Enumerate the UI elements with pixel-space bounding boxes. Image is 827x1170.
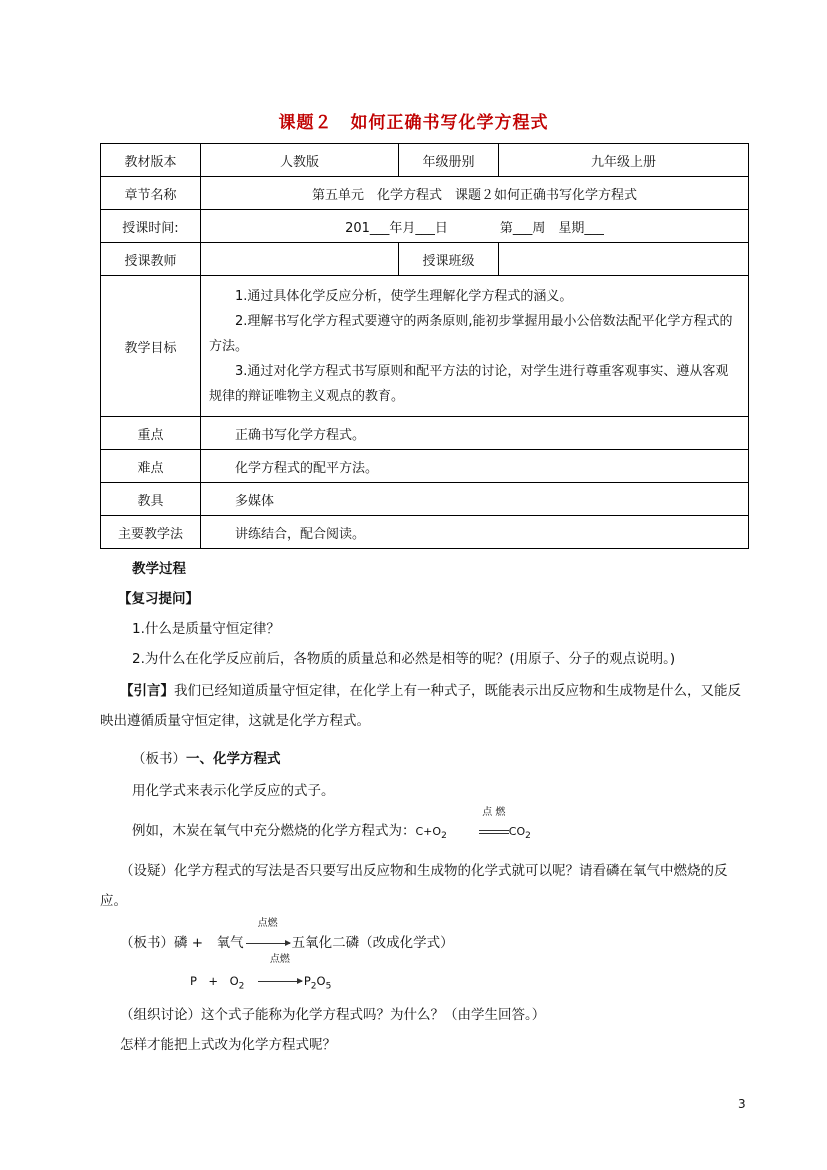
class-value <box>499 243 749 276</box>
time-label: 授课时间: <box>101 210 201 243</box>
review-heading: 【复习提问】 <box>118 591 199 607</box>
question-1: 1.什么是质量守恒定律？ <box>132 621 280 637</box>
version-value: 人教版 <box>201 144 399 177</box>
intro-paragraph <box>100 676 748 736</box>
table-row <box>101 210 749 243</box>
board-2-prefix: （板书）磷 + 氧气 <box>120 935 244 951</box>
intro-label: 【引言】 <box>120 683 174 699</box>
example-text: 例如，木炭在氧气中充分燃烧的化学方程式为： <box>132 823 416 839</box>
chapter-label: 章节名称 <box>101 177 201 210</box>
goal-item: 3.通过对化学方程式书写原则和配平方法的讨论，对学生进行尊重客观事实、遵从客观规律的辩证唯物主义观点的教育。 <box>209 363 729 404</box>
table-row <box>101 417 749 450</box>
teacher-label: 授课教师 <box>101 243 201 276</box>
board-1-title: 一、化学方程式 <box>186 751 281 767</box>
table-row <box>101 483 749 516</box>
board-2 <box>100 918 748 966</box>
method-value: 讲练结合，配合阅读。 <box>201 516 749 549</box>
burn-condition: 点 燃 <box>482 807 506 818</box>
table-row <box>101 276 749 417</box>
goals-cell <box>201 276 749 417</box>
definition: 用化学式来表示化学反应的式子。 <box>132 783 335 799</box>
board-1 <box>100 744 748 778</box>
board-2-suffix: 五氧化二磷（改成化学式） <box>291 935 454 951</box>
table-row <box>101 177 749 210</box>
chapter-value: 第五单元 化学方程式 课题２如何正确书写化学方程式 <box>201 177 749 210</box>
tools-label: 教具 <box>101 483 201 516</box>
page-number: 3 <box>738 1097 746 1111</box>
discussion: （组织讨论）这个式子能称为化学方程式吗？为什么？（由学生回答。） <box>120 1007 546 1023</box>
table-row <box>101 243 749 276</box>
how-question: 怎样才能把上式改为化学方程式呢？ <box>120 1037 336 1053</box>
difficulty-value: 化学方程式的配平方法。 <box>201 450 749 483</box>
process-section <box>100 556 748 1060</box>
formula-line: P + $O_2$ 点燃 $P_2O_5$ <box>100 966 748 1000</box>
goals-label: 教学目标 <box>101 276 201 417</box>
lesson-info-table <box>100 143 749 549</box>
intro-text: 我们已经知道质量守恒定律，在化学上有一种式子，既能表示出反应物和生成物是什么，又能反映出遵循质量守恒定律，这就是化学方程式。 <box>100 683 741 729</box>
version-label: 教材版本 <box>101 144 201 177</box>
tools-value: 多媒体 <box>201 483 749 516</box>
goal-item: 2.理解书写化学方程式要遵守的两条原则,能初步掌握用最小公倍数法配平化学方程式的方法。 <box>209 313 733 354</box>
table-row <box>101 144 749 177</box>
teacher-value <box>201 243 399 276</box>
question-paragraph: （设疑）化学方程式的写法是否只要写出反应物和生成物的化学式就可以呢？请看磷在氧气中燃烧的反应。 <box>100 863 728 909</box>
burn-condition-3: 点燃 <box>269 954 290 965</box>
method-label: 主要教学法 <box>101 516 201 549</box>
key-label: 重点 <box>101 417 201 450</box>
goal-item: 1.通过具体化学反应分析，使学生理解化学方程式的涵义。 <box>235 288 573 304</box>
formula-arrow <box>258 954 302 996</box>
carbon-equation: $C+O_2$ 点 燃 $CO_2$ <box>416 825 531 838</box>
table-row <box>101 516 749 549</box>
board-1-prefix: （板书） <box>132 751 186 767</box>
grade-label: 年级册别 <box>399 144 499 177</box>
page-title: 课题２ 如何正确书写化学方程式 <box>278 113 549 133</box>
table-row <box>101 450 749 483</box>
key-value: 正确书写化学方程式。 <box>201 417 749 450</box>
difficulty-label: 难点 <box>101 450 201 483</box>
time-value: 201___年月___日 第___周 星期___ <box>201 210 749 243</box>
burn-condition-2: 点燃 <box>257 918 278 929</box>
class-label: 授课班级 <box>399 243 499 276</box>
example-line <box>100 807 748 856</box>
question-2: 2.为什么在化学反应前后，各物质的质量总和必然是相等的呢？(用原子、分子的观点说明。) <box>132 651 676 667</box>
word-arrow <box>246 918 290 956</box>
process-heading: 教学过程 <box>132 561 186 577</box>
grade-value: 九年级上册 <box>499 144 749 177</box>
